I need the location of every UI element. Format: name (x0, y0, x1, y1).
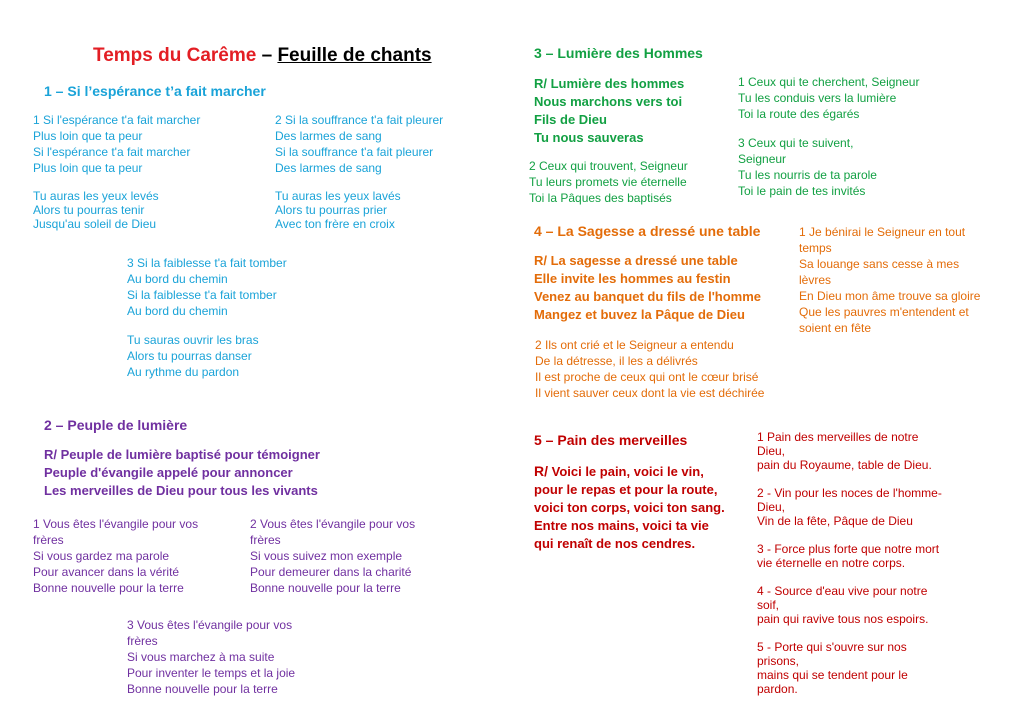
song2-verse1: 1 Vous êtes l'évangile pour vos frères Si vous gardez ma parole Pour avancer dans la vérité Bonne nouvelle pour la terre (33, 517, 199, 595)
song3-verse1: 1 Ceux qui te cherchent, Seigneur Tu les conduis vers la lumière Toi la route des égarés (738, 75, 920, 121)
song5-refrain-marker: R/ (534, 463, 548, 479)
song1-verse1-part1: 1 Si l'espérance t'a fait marcher Plus loin que ta peur Si l'espérance t'a fait marcher Plus loin que ta peur (33, 113, 201, 175)
song5-verse1: 1 Pain des merveilles de notre Dieu, pain du Royaume, table de Dieu. (757, 430, 932, 472)
song2-verse3: 3 Vous êtes l'évangile pour vos frères Si vous marchez à ma suite Pour inventer le temps et la joie Bonne nouvelle pour la terre (127, 618, 296, 696)
song1-verse1-part2: Tu auras les yeux levés Alors tu pourras tenir Jusqu'au soleil de Dieu (33, 189, 159, 231)
title-season: Temps du Carême (93, 45, 257, 66)
song1-verse3-part1: 3 Si la faiblesse t'a fait tomber Au bord du chemin Si la faiblesse t'a fait tomber Au bord du chemin (127, 256, 287, 318)
page-title (93, 45, 432, 67)
song2-verse2: 2 Vous êtes l'évangile pour vos frères Si vous suivez mon exemple Pour demeurer dans la charité Bonne nouvelle pour la terre (250, 517, 416, 595)
song4-refrain: R/ La sagesse a dressé une table Elle invite les hommes au festin Venez au banquet du fils de l'homme Mangez et buvez la Pâque de Dieu (534, 253, 762, 322)
song1-heading: 1 – Si l’espérance t’a fait marcher (44, 83, 266, 99)
song4-verse2: 2 Ils ont crié et le Seigneur a entendu De la détresse, il les a délivrés Il est proche de ceux qui ont le cœur brisé Il vient sauver ceux dont la vie est déchirée (535, 338, 765, 400)
song5-refrain-text: Voici le pain, voici le vin, pour le repas et pour la route, voici ton corps, voici ton sang. Entre nos mains, voici ta vie qui renaît de nos cendres. (534, 464, 725, 551)
song1-verse3-part2: Tu sauras ouvrir les bras Alors tu pourras danser Au rythme du pardon (127, 333, 259, 379)
song5-verse2: 2 - Vin pour les noces de l'homme- Dieu, Vin de la fête, Pâque de Dieu (757, 486, 942, 528)
song5-verse5: 5 - Porte qui s'ouvre sur nos prisons, mains qui se tendent pour le pardon. (757, 640, 908, 696)
song5-heading: 5 – Pain des merveilles (534, 432, 688, 448)
song1-verse2-part1: 2 Si la souffrance t'a fait pleurer Des larmes de sang Si la souffrance t'a fait pleurer Des larmes de sang (275, 113, 444, 175)
song5-refrain (534, 462, 725, 553)
song5-verse3: 3 - Force plus forte que notre mort vie éternelle en notre corps. (757, 542, 940, 570)
title-sheet: Feuille de chants (277, 45, 432, 66)
song3-heading: 3 – Lumière des Hommes (534, 45, 703, 61)
song2-refrain: R/ Peuple de lumière baptisé pour témoigner Peuple d'évangile appelé pour annoncer Les merveilles de Dieu pour tous les vivants (44, 447, 320, 498)
song5-verse4: 4 - Source d'eau vive pour notre soif, pain qui ravive tous nos espoirs. (757, 584, 929, 626)
song3-refrain: R/ Lumière des hommes Nous marchons vers toi Fils de Dieu Tu nous sauveras (534, 76, 685, 145)
title-dash: – (256, 45, 278, 66)
song3-verse3: 3 Ceux qui te suivent, Seigneur Tu les nourris de ta parole Toi le pain de tes invités (738, 136, 877, 198)
song1-verse2-part2: Tu auras les yeux lavés Alors tu pourras prier Avec ton frère en croix (275, 189, 401, 231)
song2-heading: 2 – Peuple de lumière (44, 417, 188, 433)
song4-verse1: 1 Je bénirai le Seigneur en tout temps Sa louange sans cesse à mes lèvres En Dieu mon âme trouve sa gloire Que les pauvres m'entendent et soient en fête (799, 225, 981, 335)
song3-verse2: 2 Ceux qui trouvent, Seigneur Tu leurs promets vie éternelle Toi la Pâques des baptisés (529, 159, 688, 205)
song4-heading: 4 – La Sagesse a dressé une table (534, 223, 761, 239)
